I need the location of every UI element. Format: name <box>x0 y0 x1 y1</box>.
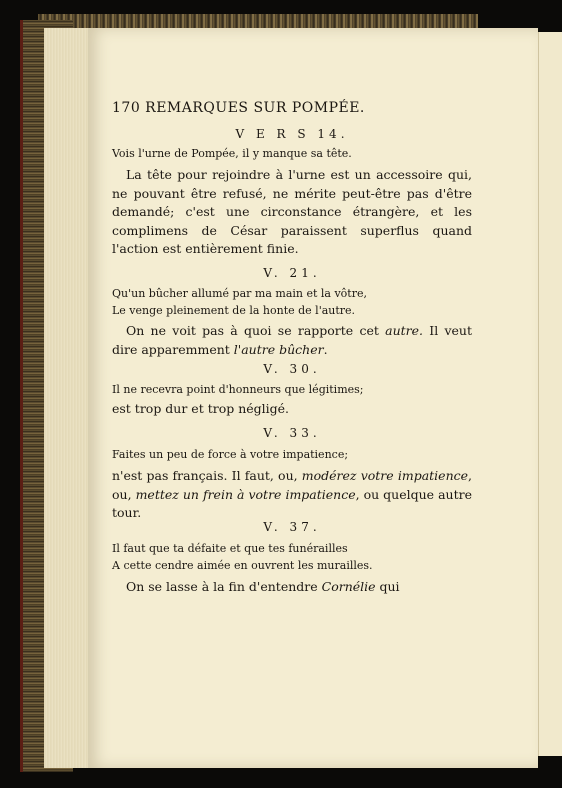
verse-line: Le venge pleinement de la honte de l'autre. <box>112 304 356 317</box>
commentary: La tête pour rejoindre à l'urne est un accessoire qui, ne pouvant être refusé, ne mérite peut-être pas d'être demandé; c'est une circonstance étrangère, et les complimens de César paraissent superflus quand l'action est entièrement finie. <box>112 167 472 256</box>
section-heading: V. 37. <box>263 520 321 534</box>
section-heading: V. 21. <box>263 266 321 280</box>
section-heading: V E R S 14. <box>235 127 349 141</box>
section-heading: V. 33. <box>263 426 321 440</box>
commentary: On ne voit pas à quoi se rapporte cet autre. Il veut dire apparemment l'autre bûcher. <box>112 323 472 357</box>
verse-line: Qu'un bûcher allumé par ma main et la vôtre, <box>112 287 367 300</box>
page-edges <box>44 28 90 768</box>
commentary: On se lasse à la fin d'entendre Cornélie qui <box>126 579 400 594</box>
commentary: est trop dur et trop négligé. <box>112 401 290 416</box>
verse-line: Il faut que ta défaite et que tes funérailles <box>112 542 348 555</box>
section-heading: V. 30. <box>263 362 321 376</box>
verse-line: Il ne recevra point d'honneurs que légitimes; <box>112 383 364 396</box>
verse-line: Faites un peu de force à votre impatience; <box>112 448 349 461</box>
book-spine-top <box>38 14 478 28</box>
commentary: n'est pas français. Il faut, ou, modérez votre impatience, ou, mettez un frein à votre impatience, ou quelque autre tour. <box>112 468 472 520</box>
verse-line: Vois l'urne de Pompée, il y manque sa tête. <box>112 147 352 160</box>
verse-line: A cette cendre aimée en ouvrent les murailles. <box>112 559 373 572</box>
facing-page-edge <box>538 32 562 756</box>
running-head: 170 REMARQUES SUR POMPÉE. <box>112 100 365 116</box>
